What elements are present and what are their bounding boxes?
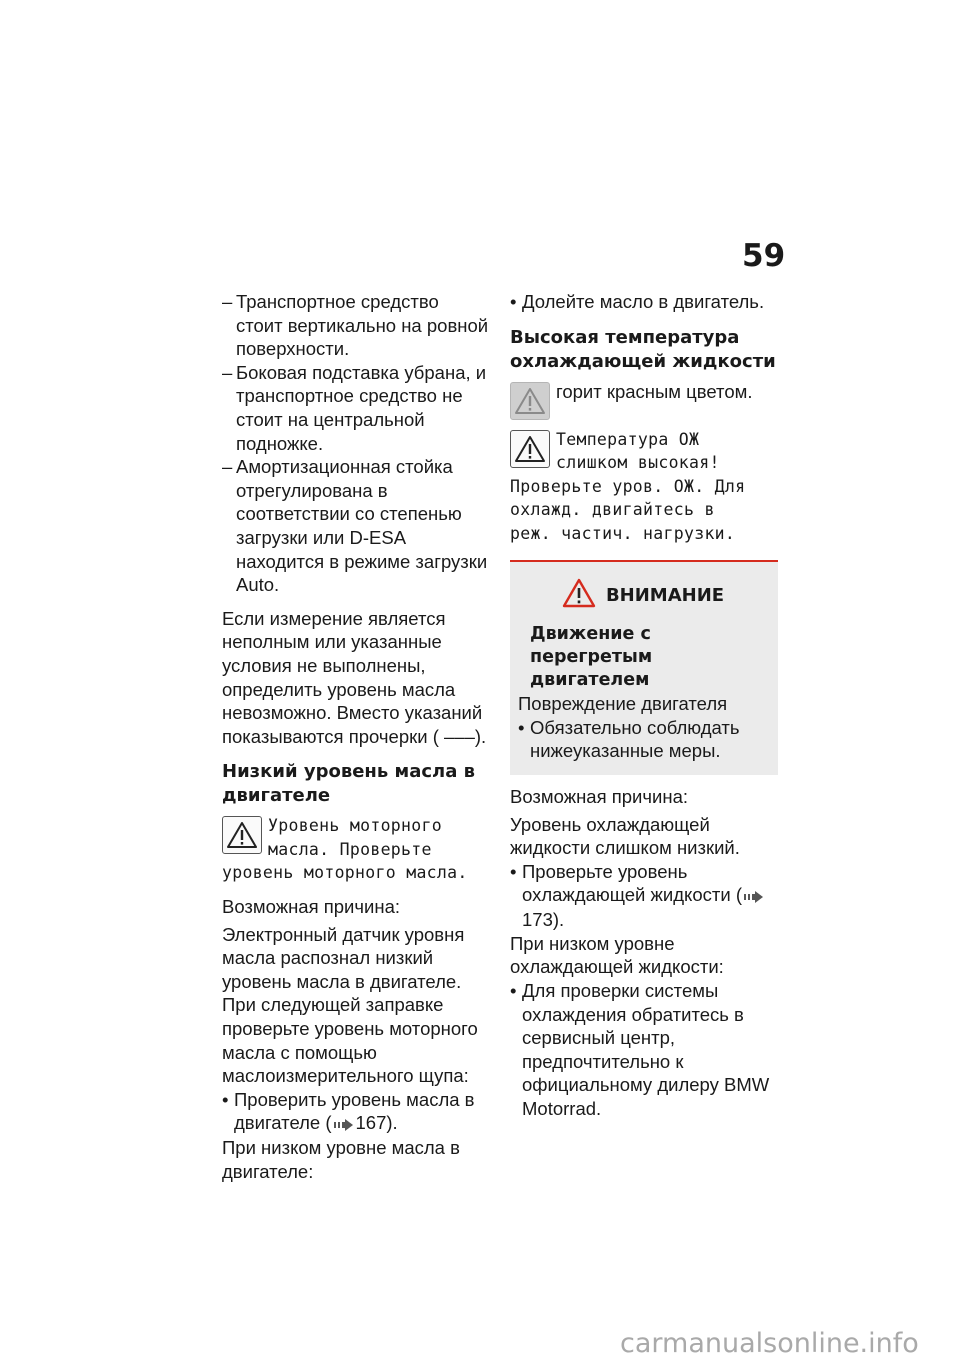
cause-text: Уровень охлаждающей жидкости слишком низкий. [510,813,740,859]
low-oil-text: При низком уровне масла в двигателе: [222,1137,460,1182]
service-center-item: • Для проверки системы охлаждения обратитесь в сервисный центр, предпочтительно к официальному дилеру BMW Motorrad. [510,979,778,1121]
warning-triangle-icon [222,816,262,854]
section-heading-coolant-temp: Высокая температура охлаждающей жидкости [510,326,776,372]
condition-item: – Транспортное средство стоит вертикально на ровной поверхности. [222,290,490,361]
condition-item: – Боковая подставка убрана, и транспортное средство не стоит на центральной подножке. [222,361,490,455]
coolant-lamp-row: горит красным цветом. [510,380,778,422]
check-oil-item: • Проверить уровень масла в двигателе ( 167). [222,1088,490,1137]
warning-box [510,560,778,775]
right-column [510,290,778,1121]
coolant-display-message: Температура ОЖ слишком высокая! Проверьте уров. ОЖ. Для охлажд. двигайтесь в реж. частич. нагрузки. [510,429,746,543]
watermark: carmanualsonline.info [620,1328,919,1359]
reference-arrow-icon [744,885,764,909]
low-coolant-text: При низком уровне охлаждающей жидкости: [510,932,724,978]
section-heading-low-oil: Низкий уровень масла в двигателе [222,761,476,807]
check-coolant-item: • Проверьте уровень охлаждающей жидкости (173). [510,860,778,932]
oil-display-message: Уровень моторного масла. Проверьте уровень моторного масла. [222,816,468,883]
measurement-note: Если измерение является неполным или указанные условия не выполнены, определить уровень масла невозможно. Вместо указаний показываются прочерки ( –––). [222,607,487,747]
reference-arrow-icon [334,1113,354,1137]
cause-label: Возможная причина: [510,785,688,807]
warning-title: ВНИМАНИЕ [605,584,725,606]
left-column [222,290,490,1184]
warning-triangle-icon [562,578,596,614]
warning-text: Повреждение двигателя [518,693,728,715]
page-number: 59 [742,238,786,274]
cause-text: Электронный датчик уровня масла распознал низкий уровень масла в двигателе. При следующей заправке проверьте уровень моторного масла с помощью маслоизмерительного щупа: [222,923,478,1087]
warning-triangle-icon [510,430,550,468]
condition-item: – Амортизационная стойка отрегулирована в соответствии со степенью загрузки или D-ESA находится в режиме загрузки Auto. [222,455,490,597]
warning-header [518,572,768,624]
warning-lamp-icon [510,382,550,420]
warning-subtitle: Движение с перегретым двигателем [530,624,653,691]
cause-label: Возможная причина: [222,896,400,918]
add-oil-item: • Долейте масло в двигатель. [510,290,778,314]
warning-bullet: • Обязательно соблюдать нижеуказанные меры. [518,716,768,763]
